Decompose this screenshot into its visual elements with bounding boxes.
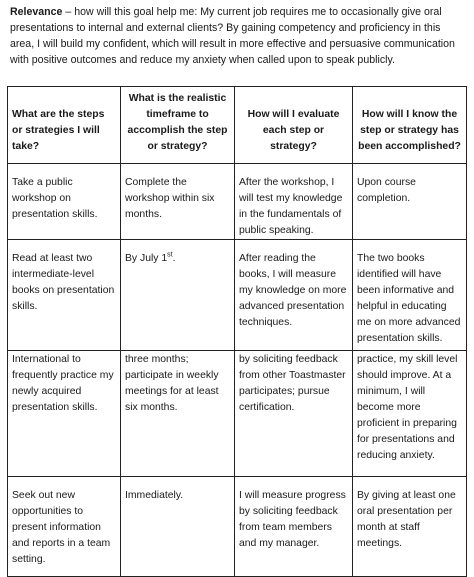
table-row [8, 351, 467, 477]
cell-accomplished: Upon course completion. [353, 164, 467, 240]
header-timeframe: What is the realistic timeframe to accomplish the step or strategy? [121, 87, 235, 164]
date-ordinal-suffix: st [167, 251, 173, 259]
cell-timeframe [121, 240, 235, 351]
cell-accomplished: The two books identified will have been informative and helpful in educating me on more advanced presentation skills. [353, 240, 467, 351]
cell-step: Seek out new opportunities to present information and reports in a team setting. [8, 477, 121, 577]
header-steps: What are the steps or strategies I will take? [8, 87, 121, 164]
action-plan-table [7, 86, 467, 577]
cell-timeframe: three months; participate in weekly meetings for at least six months. [121, 351, 235, 477]
cell-accomplished: By giving at least one oral presentation per month at staff meetings. [353, 477, 467, 577]
header-evaluate: How will I evaluate each step or strategy? [235, 87, 353, 164]
table-row [8, 240, 467, 351]
cell-evaluation: I will measure progress by soliciting feedback from team members and my manager. [235, 477, 353, 577]
table-header-row [8, 87, 467, 164]
relevance-label: Relevance [10, 6, 63, 18]
cell-step: International to frequently practice my newly acquired presentation skills. [8, 351, 121, 477]
header-accomplished: How will I know the step or strategy has been accomplished? [353, 87, 467, 164]
cell-step: Read at least two intermediate-level books on presentation skills. [8, 240, 121, 351]
table-row [8, 164, 467, 240]
relevance-text: – how will this goal help me: My current job requires me to occasionally give oral presentations to internal and external clients? By gaining competency and proficiency in this area, I will build my confident, which will result in more effective and persuasive communication with positive outcomes and reduce my anxiety when called upon to speak publicly. [10, 6, 455, 66]
cell-evaluation: After reading the books, I will measure my knowledge on more advanced presentation techniques. [235, 240, 353, 351]
cell-timeframe: Immediately. [121, 477, 235, 577]
cell-evaluation: After the workshop, I will test my knowledge in the fundamentals of public speaking. [235, 164, 353, 240]
relevance-paragraph [10, 4, 466, 68]
date-period: . [172, 253, 176, 264]
cell-timeframe: Complete the workshop within six months. [121, 164, 235, 240]
cell-step: Take a public workshop on presentation skills. [8, 164, 121, 240]
cell-evaluation: by soliciting feedback from other Toastmaster participates; pursue certification. [235, 351, 353, 477]
timeframe-date: By July 1 [125, 253, 168, 264]
cell-accomplished: practice, my skill level should improve. At a minimum, I will become more proficient in preparing for presentations and reducing anxiety. [353, 351, 467, 477]
